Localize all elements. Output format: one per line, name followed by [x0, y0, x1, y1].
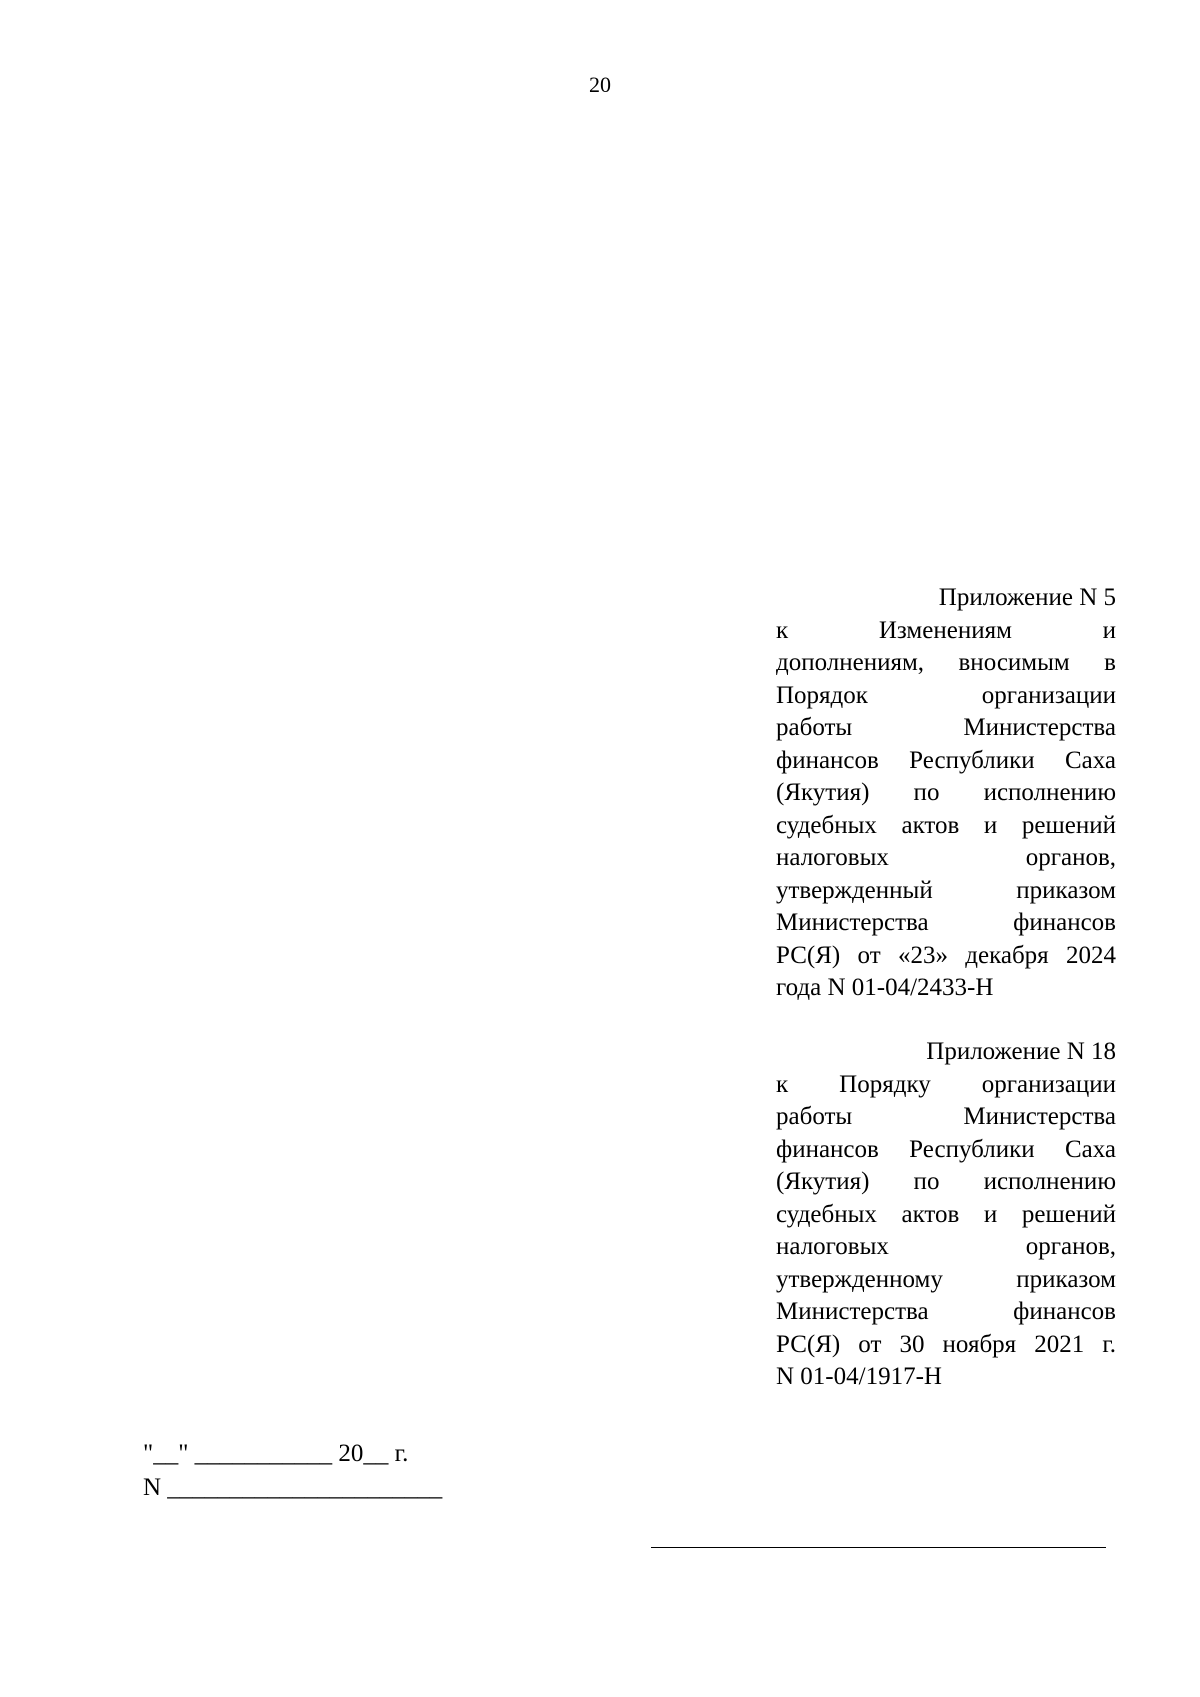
appendix-18-line: финансов Республики Саха	[776, 1135, 1116, 1163]
appendix-5-line: Порядок организации	[776, 681, 1116, 709]
page-number: 20	[589, 72, 611, 97]
appendix-5-line: к Изменениям и	[776, 616, 1116, 644]
appendix-18-line: судебных актов и решений	[776, 1200, 1116, 1228]
appendix-5-line: Министерства финансов	[776, 909, 1116, 936]
appendix-18-line: N 01-04/1917-Н	[776, 1363, 942, 1390]
appendix-18-heading: Приложение N 18	[926, 1038, 1116, 1065]
appendix-18-line: налоговых органов,	[776, 1233, 1116, 1260]
appendix-18-line: (Якутия) по исполнению	[776, 1168, 1116, 1195]
appendix-5-heading: Приложение N 5	[938, 584, 1116, 611]
appendix-5-line: РС(Я) от «23» декабря 2024	[776, 941, 1116, 969]
appendix-5-line: (Якутия) по исполнению	[776, 779, 1116, 806]
appendix-5-line: работы Министерства	[776, 714, 1116, 741]
appendix-5-line: финансов Республики Саха	[776, 746, 1116, 774]
appendix-18-line: к Порядку организации	[776, 1070, 1116, 1098]
appendix-5-line: утвержденный приказом	[776, 876, 1116, 904]
appendix-18-block	[776, 1036, 1116, 1394]
appendix-5-line: дополнениям, вносимым в	[776, 649, 1116, 676]
appendix-5-line: налоговых органов,	[776, 844, 1116, 871]
appendix-5-block	[776, 582, 1116, 1005]
document-number-field: N ______________________	[143, 1474, 443, 1501]
appendix-18-line: Министерства финансов	[776, 1298, 1116, 1325]
appendix-5-line: судебных актов и решений	[776, 811, 1116, 839]
appendix-5-line: года N 01-04/2433-Н	[776, 974, 994, 1001]
date-field: "__" ___________ 20__ г.	[143, 1440, 409, 1467]
appendix-18-line: РС(Я) от 30 ноября 2021 г.	[776, 1330, 1116, 1358]
appendix-18-line: утвержденному приказом	[776, 1265, 1116, 1293]
signature-line	[651, 1547, 1106, 1548]
appendix-18-line: работы Министерства	[776, 1103, 1116, 1130]
